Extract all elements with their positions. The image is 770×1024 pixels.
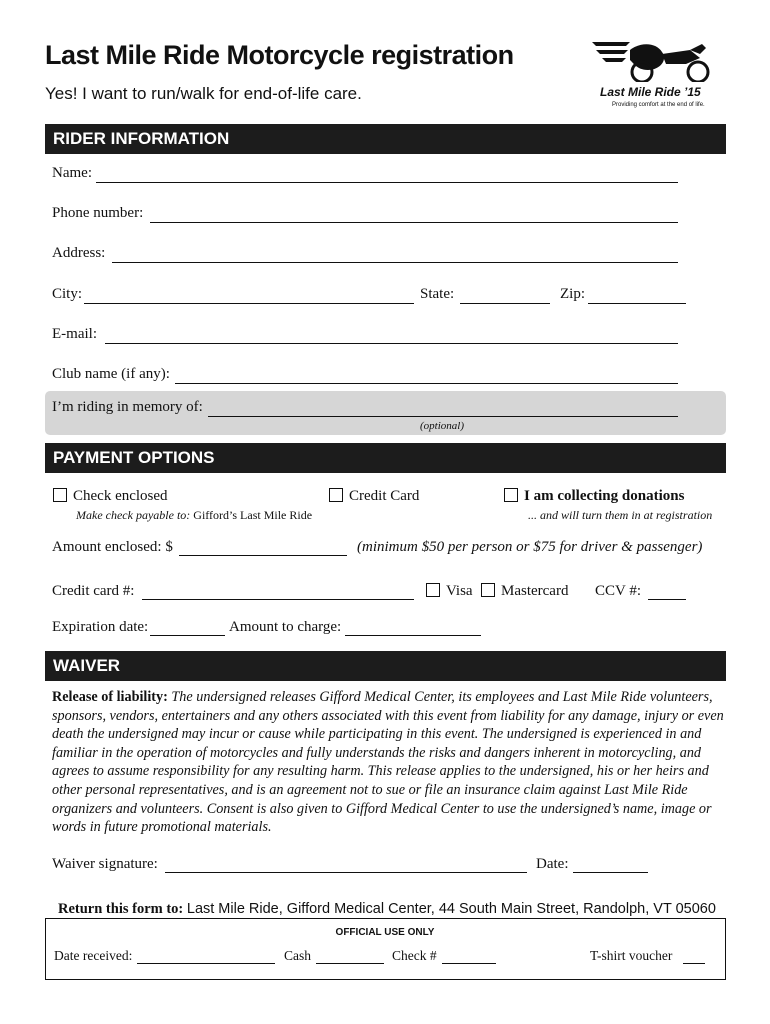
rider-information-heading: RIDER INFORMATION <box>45 124 726 154</box>
email-label: E-mail: <box>52 326 97 342</box>
waiver-text <box>52 688 724 837</box>
return-address: Last Mile Ride, Gifford Medical Center, 44 South Main Street, Randolph, VT 05060 <box>186 901 716 917</box>
city-label: City: <box>52 286 83 302</box>
signature-date-field[interactable] <box>573 872 648 873</box>
credit-card-checkbox[interactable] <box>329 488 343 502</box>
waiver-signature-label: Waiver signature: <box>52 856 158 872</box>
waiver-body: The undersigned releases Gifford Medical Center, its employees and Last Mile Ride volunteers, sponsors, vendors, entertainers and any others associated with this event from liability for any damage, injury or even death the undersigned may incur or cause while participating in this event. The undersigned is experienced in and familiar in the operation of motorcycles and fully understands the risks and dangers inherent in motorcycling, and agrees to assume responsibility for any resulting harm. This release applies to the undersigned, his or her heirs and other personal representatives, and is an agreement not to sue or file an insurance claim against Last Mile Ride organizers and volunteers. Consent is also given to Gifford Medical Center to use the undersigned’s name, image or words in future promotional materials. <box>52 689 724 836</box>
official-use-heading: OFFICIAL USE ONLY <box>335 927 435 938</box>
donations-note: ... and will turn them in at registration <box>528 508 713 522</box>
memory-label: I’m riding in memory of: <box>52 399 203 415</box>
ccv-label: CCV #: <box>595 583 641 599</box>
check-enclosed-checkbox[interactable] <box>53 488 67 502</box>
name-label: Name: <box>52 165 92 181</box>
payment-options-heading: PAYMENT OPTIONS <box>45 443 726 473</box>
amount-enclosed-label: Amount enclosed: $ <box>52 539 173 555</box>
waiver-signature-field[interactable] <box>165 872 527 873</box>
amount-to-charge-label: Amount to charge: <box>229 619 342 635</box>
check-payable-note <box>76 508 312 523</box>
optional-note: (optional) <box>420 420 464 432</box>
visa-checkbox[interactable] <box>426 583 440 597</box>
logo-tagline: Providing comfort at the end of life. <box>612 102 705 108</box>
zip-field[interactable] <box>588 303 686 304</box>
ccv-field[interactable] <box>648 599 686 600</box>
waiver-heading: WAIVER <box>45 651 726 681</box>
club-name-field[interactable] <box>175 383 678 384</box>
mastercard-option[interactable] <box>481 583 568 600</box>
tshirt-voucher-field[interactable] <box>683 963 705 964</box>
expiration-date-label: Expiration date: <box>52 619 149 635</box>
state-field[interactable] <box>460 303 550 304</box>
amount-to-charge-field[interactable] <box>345 635 481 636</box>
date-received-label: Date received: <box>54 948 133 963</box>
page-subtitle: Yes! I want to run/walk for end-of-life care. <box>45 84 362 103</box>
tshirt-voucher-label: T-shirt voucher <box>590 948 673 963</box>
city-field[interactable] <box>84 303 414 304</box>
state-label: State: <box>420 286 455 302</box>
amount-enclosed-field[interactable] <box>179 555 347 556</box>
visa-label: Visa <box>446 583 473 599</box>
cash-field[interactable] <box>316 963 384 964</box>
phone-label: Phone number: <box>52 205 144 221</box>
check-enclosed-option[interactable] <box>53 488 168 505</box>
check-enclosed-label: Check enclosed <box>73 488 168 504</box>
address-field[interactable] <box>112 262 678 263</box>
logo-text: Last Mile Ride ’15 <box>600 85 701 99</box>
signature-date-label: Date: <box>536 856 569 872</box>
collecting-donations-option[interactable] <box>504 488 684 505</box>
official-check-field[interactable] <box>442 963 496 964</box>
expiration-date-field[interactable] <box>150 635 225 636</box>
address-label: Address: <box>52 245 106 261</box>
official-check-label: Check # <box>392 948 437 963</box>
date-received-field[interactable] <box>137 963 275 964</box>
name-field[interactable] <box>96 182 678 183</box>
memory-field[interactable] <box>208 416 678 417</box>
credit-card-number-field[interactable] <box>142 599 414 600</box>
mastercard-checkbox[interactable] <box>481 583 495 597</box>
return-label: Return this form to: <box>58 901 184 917</box>
page-title: Last Mile Ride Motorcycle registration <box>45 40 514 70</box>
credit-card-option[interactable] <box>329 488 419 505</box>
amount-minimum-note: (minimum $50 per person or $75 for driver & passenger) <box>357 539 703 555</box>
email-field[interactable] <box>105 343 678 344</box>
release-of-liability-label: Release of liability: <box>52 689 168 705</box>
collecting-donations-label: I am collecting donations <box>524 488 685 504</box>
collecting-donations-checkbox[interactable] <box>504 488 518 502</box>
mastercard-label: Mastercard <box>501 583 569 599</box>
visa-option[interactable] <box>426 583 473 600</box>
check-payable-payee: Gifford’s Last Mile Ride <box>193 508 313 522</box>
phone-field[interactable] <box>150 222 678 223</box>
zip-label: Zip: <box>560 286 585 302</box>
credit-card-label: Credit Card <box>349 488 420 504</box>
credit-card-number-label: Credit card #: <box>52 583 135 599</box>
check-payable-note-label: Make check payable to: <box>76 508 191 522</box>
cash-label: Cash <box>284 948 311 963</box>
club-name-label: Club name (if any): <box>52 366 170 382</box>
return-instructions <box>58 901 716 918</box>
